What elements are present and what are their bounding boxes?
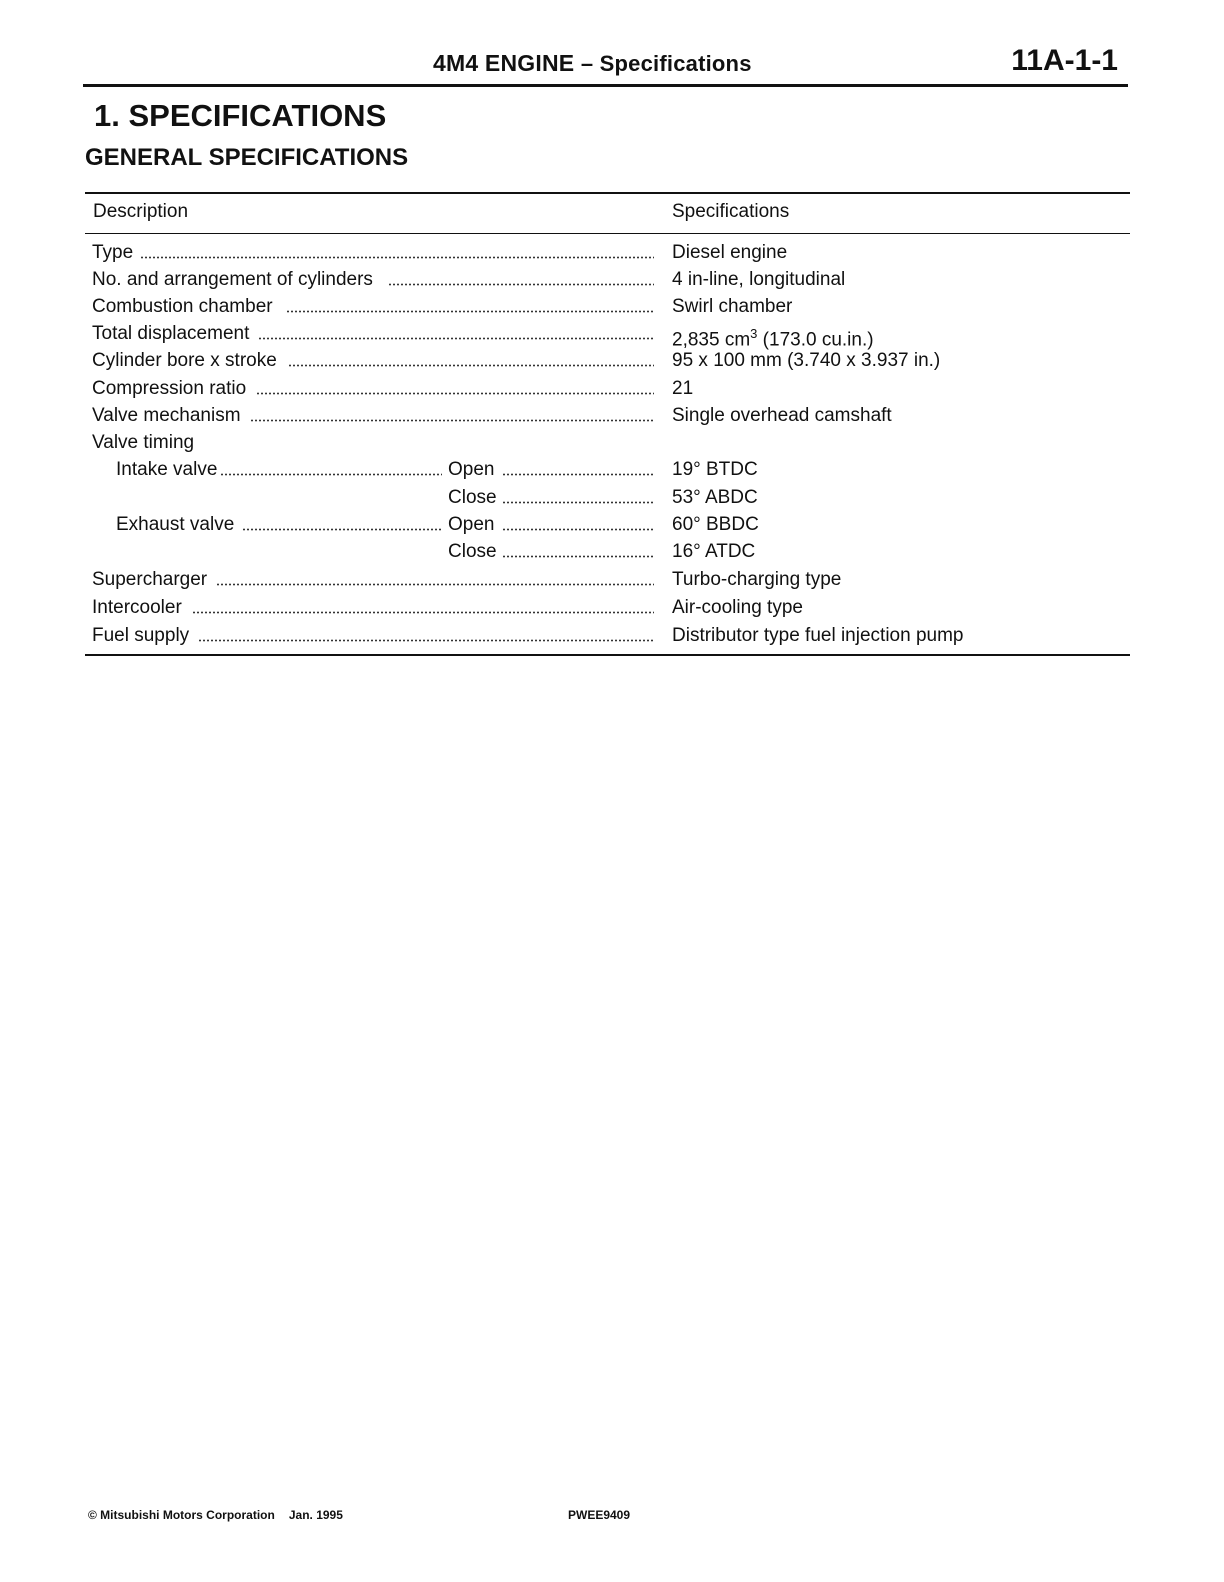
leader-dots <box>256 375 654 402</box>
row-description: Compression ratio <box>92 378 247 399</box>
row-value: 16° ATDC <box>672 541 756 562</box>
leader-dots <box>216 566 654 593</box>
footer-copyright-block <box>88 1508 343 1522</box>
row-subitem: Close <box>448 541 497 562</box>
row-value: 53° ABDC <box>672 487 758 508</box>
leader-dots <box>502 511 654 538</box>
leader-dots <box>388 266 654 293</box>
leader-dots <box>192 594 654 621</box>
leader-dots <box>286 293 654 320</box>
row-value: 19° BTDC <box>672 459 758 480</box>
table-row <box>0 320 1224 351</box>
row-subitem: Open <box>448 514 495 535</box>
row-description: Exhaust valve <box>116 514 235 535</box>
header-title-sub: – Specifications <box>580 51 752 76</box>
leader-dots <box>220 456 442 483</box>
row-description: Valve mechanism <box>92 405 241 426</box>
leader-dots <box>242 511 442 538</box>
row-description: Supercharger <box>92 569 208 590</box>
table-row <box>0 293 1224 320</box>
table-bottom-rule <box>85 654 1130 656</box>
section-subtitle: GENERAL SPECIFICATIONS <box>85 144 409 171</box>
section-title: 1. SPECIFICATIONS <box>94 98 387 133</box>
column-header-specifications: Specifications <box>672 201 790 222</box>
table-header-rule <box>85 233 1130 234</box>
leader-dots <box>502 456 654 483</box>
table-row <box>0 375 1224 402</box>
leader-dots <box>288 347 654 374</box>
row-description: Cylinder bore x stroke <box>92 350 277 371</box>
footer-document-code: PWEE9409 <box>568 1508 631 1522</box>
page-header-title <box>433 50 752 77</box>
table-row <box>0 347 1224 374</box>
row-value: 60° BBDC <box>672 514 759 535</box>
page-number: 11A-1-1 <box>1011 44 1118 77</box>
row-value: Diesel engine <box>672 242 788 263</box>
table-row <box>0 484 1224 511</box>
table-row <box>0 239 1224 266</box>
row-subitem: Open <box>448 459 495 480</box>
leader-dots <box>502 484 654 511</box>
table-row <box>0 594 1224 621</box>
table-row <box>0 402 1224 429</box>
row-description: Intercooler <box>92 597 182 618</box>
row-value: 95 x 100 mm (3.740 x 3.937 in.) <box>672 350 941 371</box>
table-row <box>0 622 1224 649</box>
column-header-description: Description <box>93 201 189 222</box>
table-row <box>0 538 1224 565</box>
row-description: Total displacement <box>92 323 250 344</box>
table-row <box>0 456 1224 483</box>
row-description: Combustion chamber <box>92 296 273 317</box>
leader-dots <box>198 622 654 649</box>
header-rule <box>83 84 1128 87</box>
row-subitem: Close <box>448 487 497 508</box>
value-main: 2,835 cm <box>672 329 751 351</box>
row-value: Distributor type fuel injection pump <box>672 625 964 646</box>
row-description: Type <box>92 242 134 263</box>
table-row <box>0 566 1224 593</box>
value-rest: (173.0 cu.in.) <box>757 329 874 351</box>
row-value: Turbo-charging type <box>672 569 842 590</box>
table-row <box>0 511 1224 538</box>
value-superscript: 3 <box>750 326 758 341</box>
footer-copyright: © Mitsubishi Motors Corporation <box>88 1508 275 1522</box>
row-description: Intake valve <box>116 459 218 480</box>
leader-dots <box>250 402 654 429</box>
header-title-main: 4M4 ENGINE <box>433 50 575 76</box>
row-value: Single overhead camshaft <box>672 405 892 426</box>
row-description: No. and arrangement of cylinders <box>92 269 373 290</box>
row-value: 21 <box>672 378 694 399</box>
leader-dots <box>502 538 654 565</box>
table-row <box>0 266 1224 293</box>
row-value: Swirl chamber <box>672 296 793 317</box>
table-row <box>0 429 1224 456</box>
row-value: 4 in-line, longitudinal <box>672 269 846 290</box>
footer-date: Jan. 1995 <box>288 1508 343 1522</box>
row-description: Fuel supply <box>92 625 190 646</box>
table-top-rule <box>85 192 1130 194</box>
row-value: Air-cooling type <box>672 597 803 618</box>
row-description: Valve timing <box>92 432 195 453</box>
leader-dots <box>140 239 654 266</box>
leader-dots <box>258 320 654 347</box>
